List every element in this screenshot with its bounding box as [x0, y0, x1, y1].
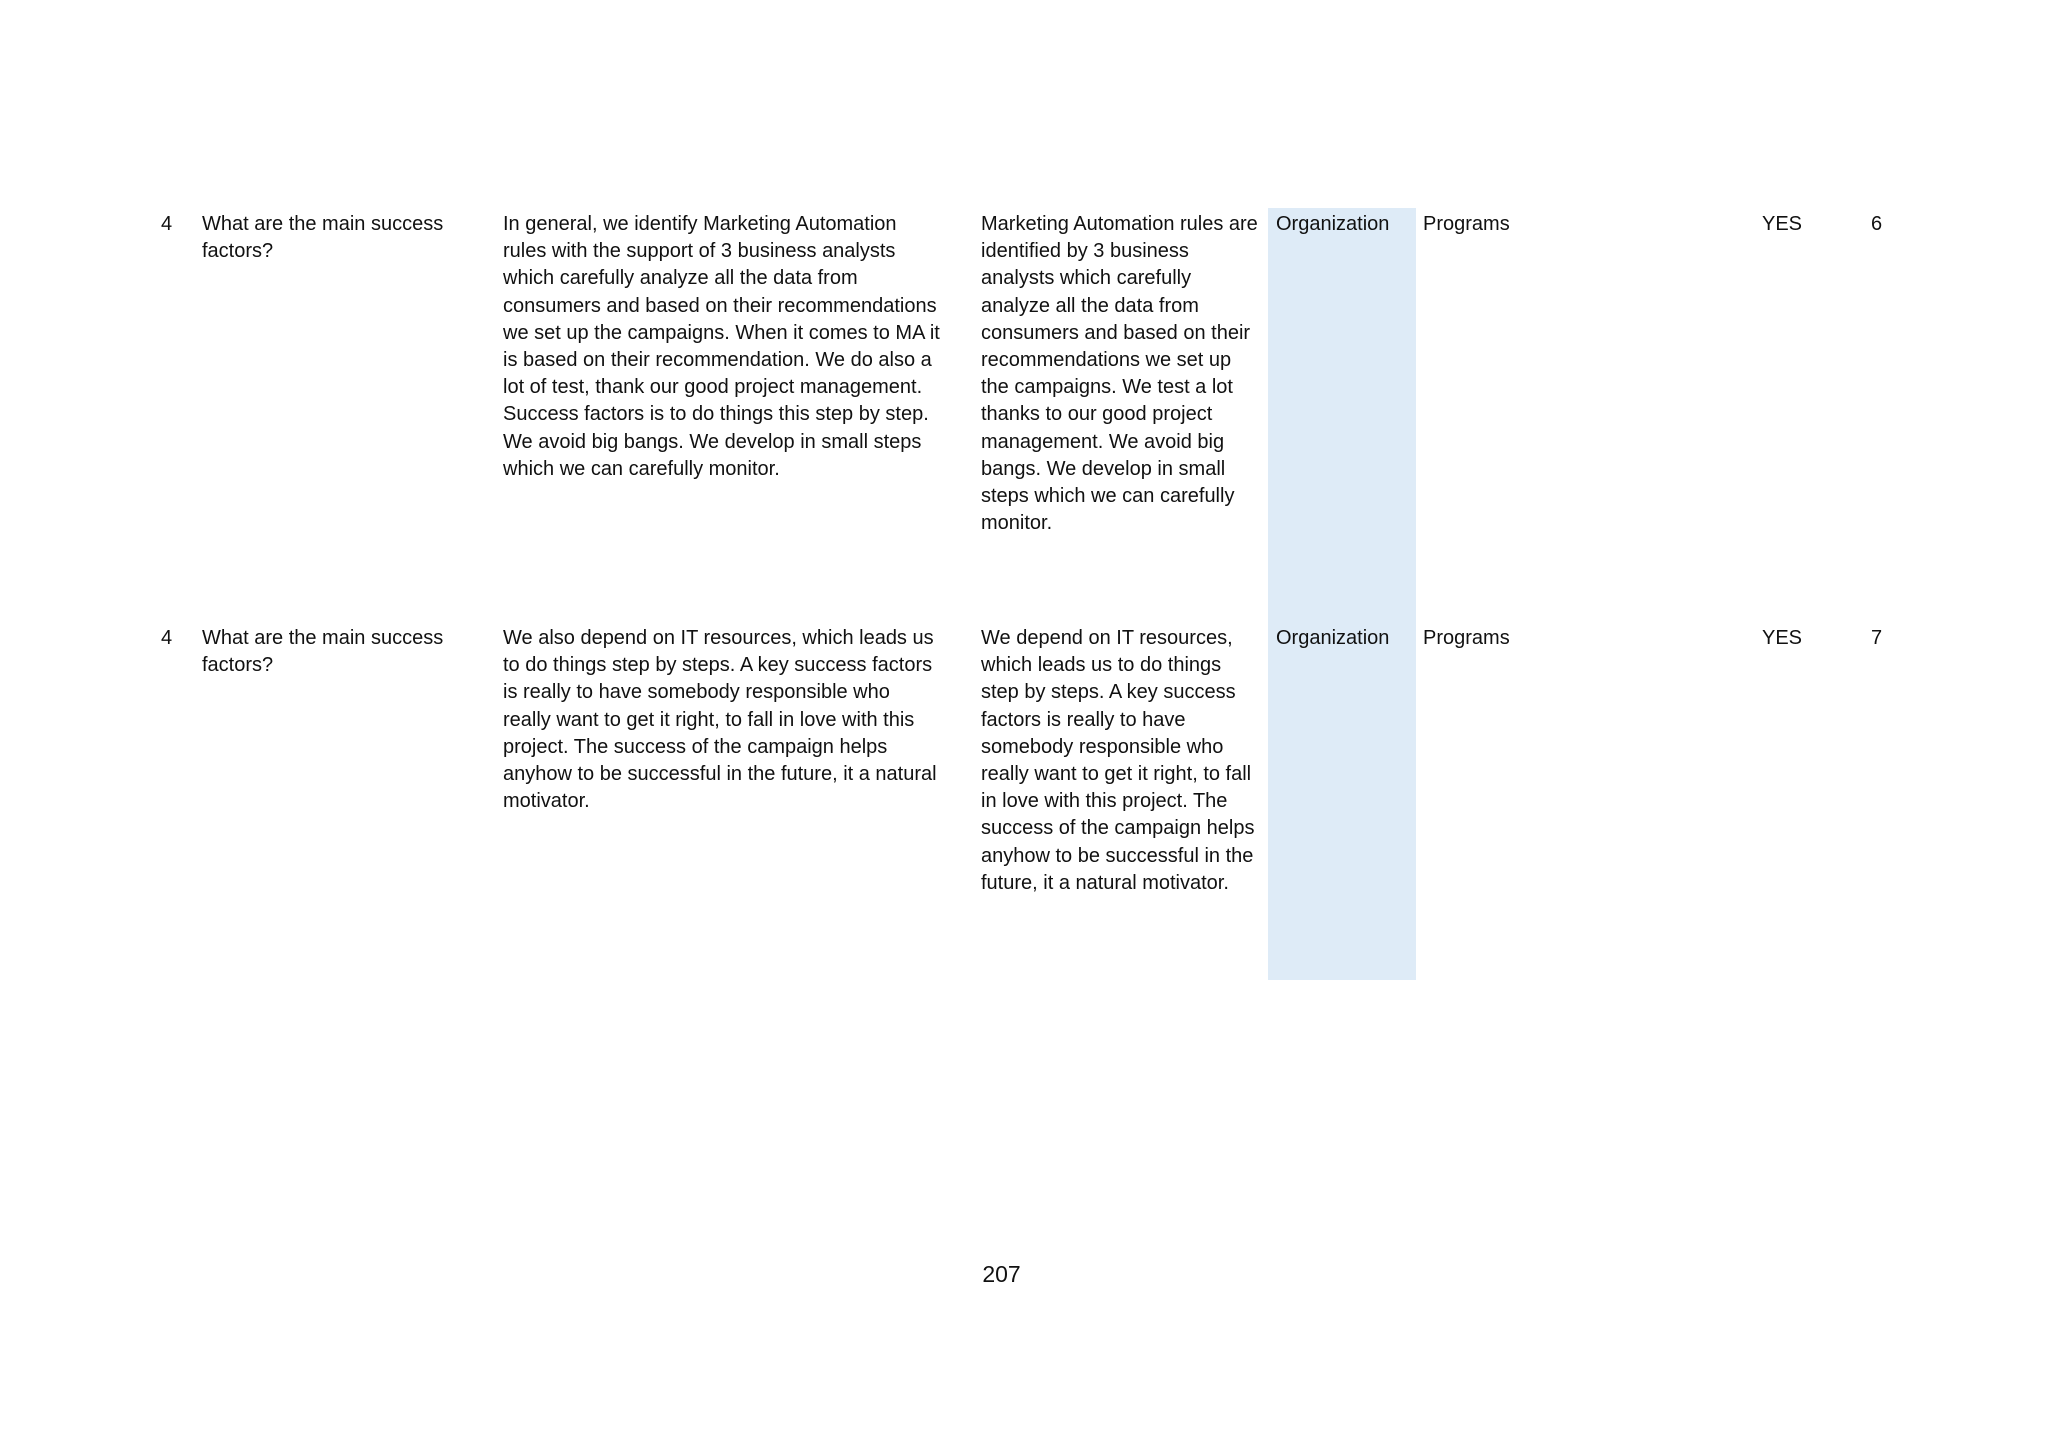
subcategory-label: Programs	[1423, 627, 1510, 649]
answer-text: In general, we identify Marketing Automation rules with the support of 3 business analysts which carefully analyze all the data from consumers and based on their recommendations we set up the campaigns. When it comes to MA it is based on their recommendation. We do also a lot of test, thank our good project management. Success factors is to do things this step by step. We avoid big bangs. We develop in small steps which we can carefully monitor.	[503, 213, 940, 480]
flag-value: YES	[1762, 627, 1803, 649]
flag-value: YES	[1762, 213, 1803, 235]
row-number: 4	[161, 213, 173, 235]
summary-text: Marketing Automation rules are identified by 3 business analysts which carefully analyze all the data from consumers and based on their recommendations we set up the campaigns. We test a lot thanks to our good project management. We avoid big bangs. We develop in small steps which we can carefully monitor.	[981, 213, 1258, 535]
answer-text: We also depend on IT resources, which leads us to do things step by steps. A key success factors is really to have somebody responsible who really want to get it right, to fall in love with this project. The success of the campaign helps anyhow to be successful in the future, it a natural motivator.	[503, 627, 937, 813]
row-number: 4	[161, 627, 173, 649]
category-label: Organization	[1276, 213, 1390, 235]
question-text: What are the main success factors?	[202, 627, 444, 677]
subcategory-label: Programs	[1423, 213, 1510, 235]
count-value: 6	[1871, 213, 1883, 235]
page-number: 207	[982, 1261, 1021, 1287]
count-value: 7	[1871, 627, 1883, 649]
category-label: Organization	[1276, 627, 1390, 649]
summary-text: We depend on IT resources, which leads us to do things step by steps. A key success factors is really to have somebody responsible who really want to get it right, to fall in love with this project. The success of the campaign helps anyhow to be successful in the future, it a natural motivator.	[981, 627, 1255, 894]
category-column-shading	[1268, 208, 1416, 980]
question-text: What are the main success factors?	[202, 213, 444, 263]
